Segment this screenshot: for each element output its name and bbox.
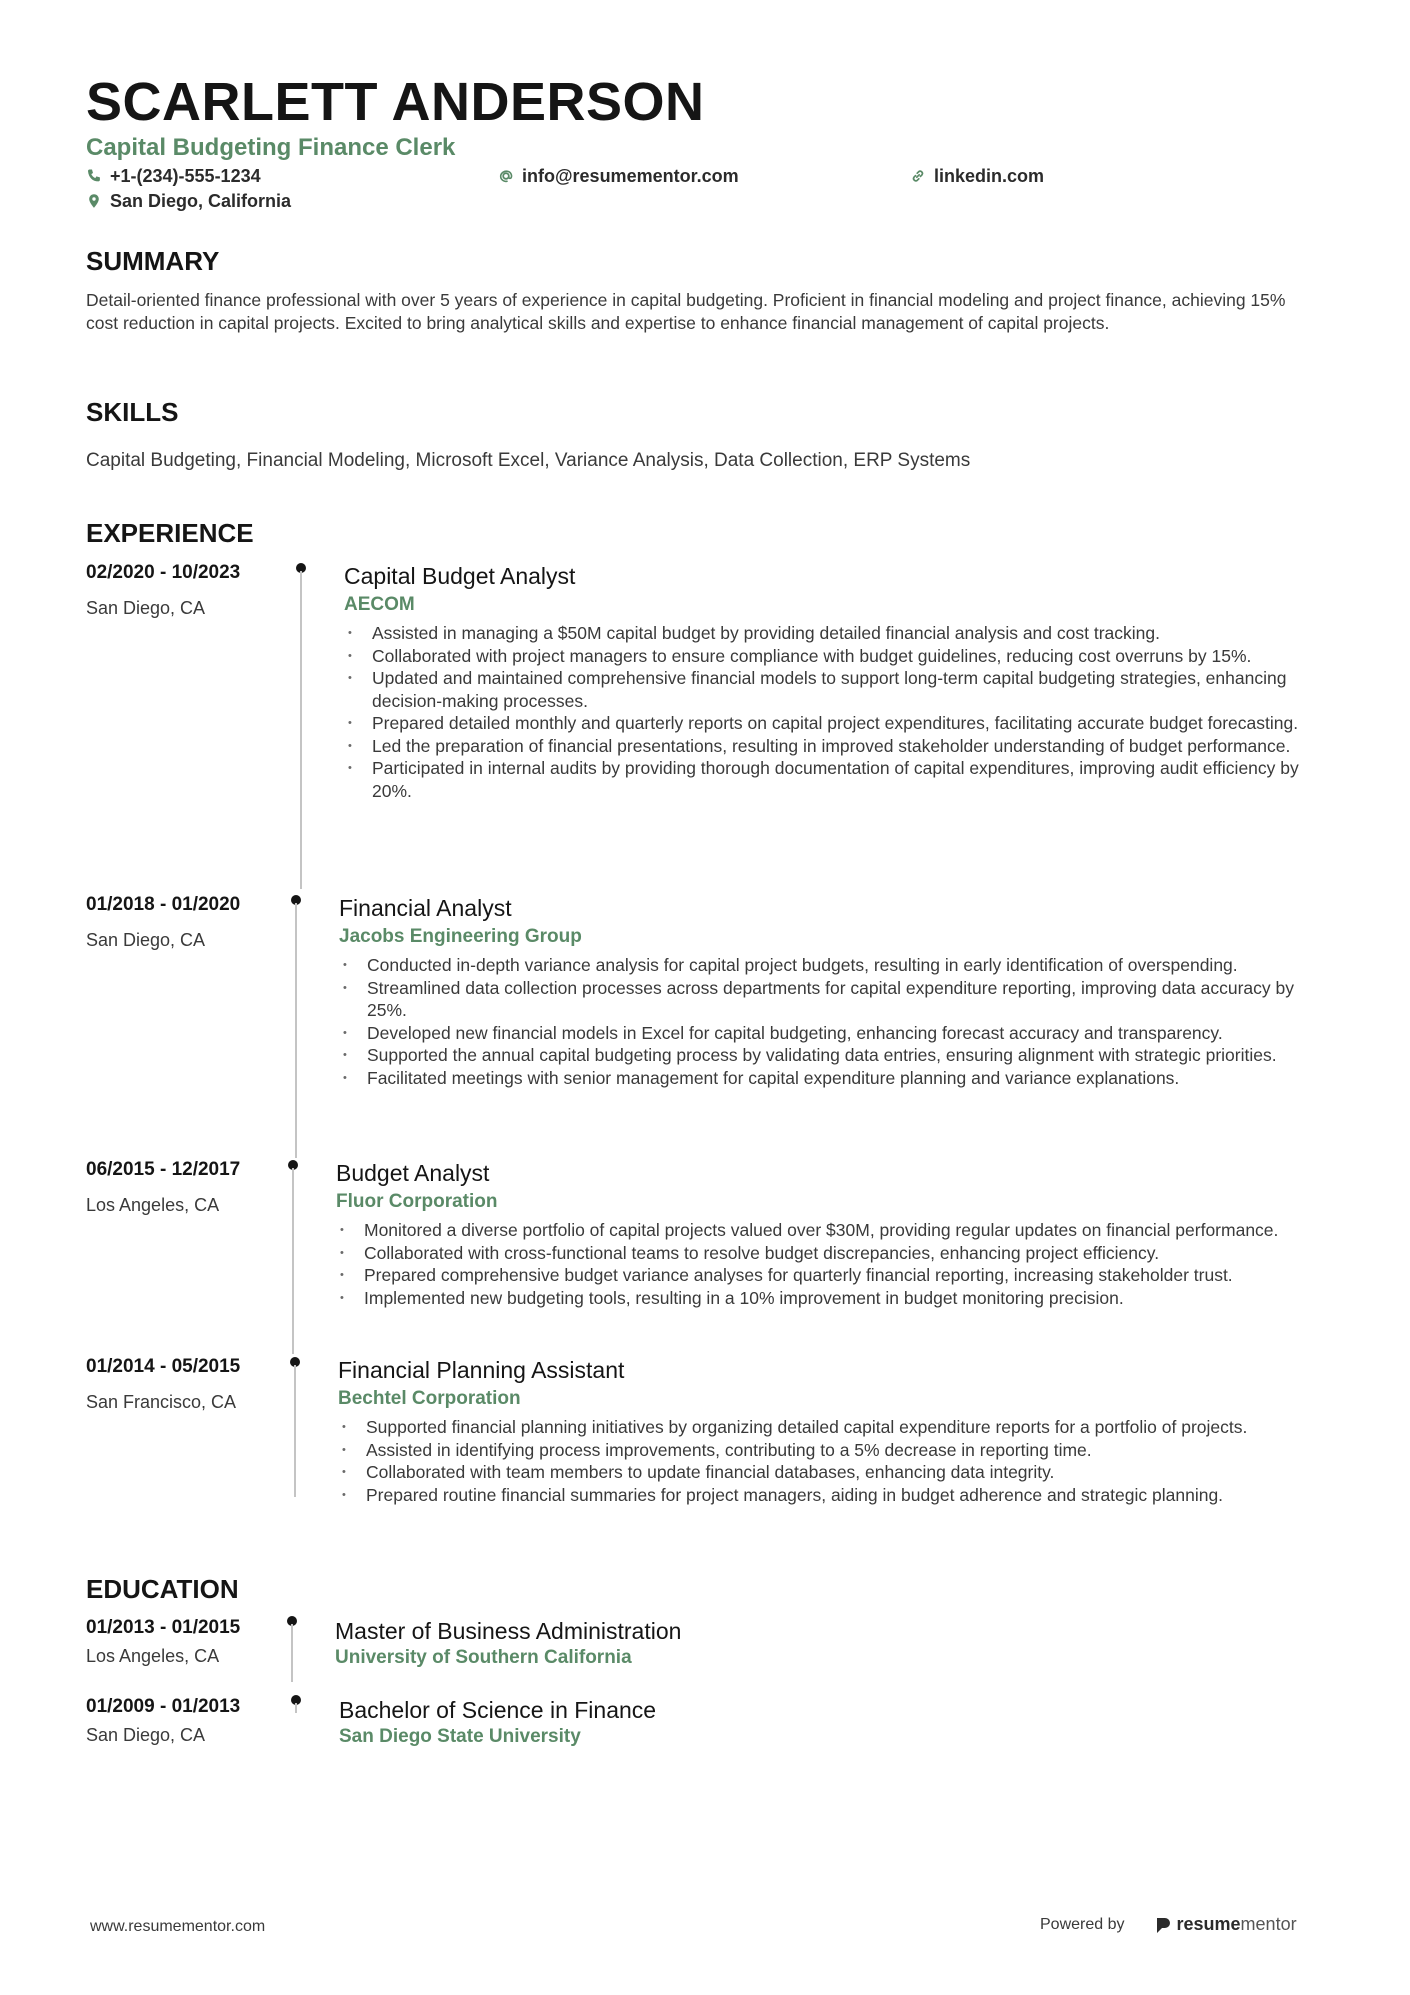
timeline-line xyxy=(294,1365,296,1497)
job-title: Capital Budget Analyst xyxy=(344,563,576,589)
job-title: Budget Analyst xyxy=(336,1160,490,1186)
job-location: Los Angeles, CA xyxy=(86,1195,220,1215)
list-item: • Prepared routine financial summaries for project managers, aiding in budget adherence and strategic planning. xyxy=(338,1484,1334,1507)
linkedin-contact xyxy=(910,164,1044,188)
education-heading: EDUCATION xyxy=(86,1574,239,1604)
company-name: Bechtel Corporation xyxy=(338,1388,521,1409)
powered-by-label: Powered by xyxy=(1040,1915,1125,1933)
email-text[interactable]: info@resumementor.com xyxy=(522,166,739,186)
timeline-line xyxy=(295,903,297,1158)
list-item: • Led the preparation of financial presentations, resulting in improved stakeholder understanding of budget performance. xyxy=(344,735,1334,758)
list-item: • Prepared detailed monthly and quarterly reports on capital project expenditures, facilitating accurate budget forecasting. xyxy=(344,712,1334,735)
list-item: • Assisted in identifying process improvements, contributing to a 5% decrease in reporting time. xyxy=(338,1439,1334,1462)
list-item: • Streamlined data collection processes across departments for capital expenditure reporting, improving data accuracy by 25%. xyxy=(339,977,1334,1022)
list-item: • Prepared comprehensive budget variance analyses for quarterly financial reporting, increasing stakeholder trust. xyxy=(336,1264,1334,1287)
phone-contact xyxy=(86,164,261,188)
school-name: San Diego State University xyxy=(339,1726,581,1747)
brand-name-bold: resume xyxy=(1176,1914,1241,1934)
phone-icon xyxy=(86,168,102,184)
experience-entry xyxy=(86,893,1331,1158)
at-sign-icon xyxy=(498,168,514,184)
skills-heading: SKILLS xyxy=(86,397,179,427)
job-location: San Diego, CA xyxy=(86,598,206,618)
degree-title: Bachelor of Science in Finance xyxy=(339,1697,657,1723)
experience-entry xyxy=(86,561,1331,891)
company-name: AECOM xyxy=(344,594,415,615)
education-location: Los Angeles, CA xyxy=(86,1646,220,1666)
list-item: • Assisted in managing a $50M capital budget by providing detailed financial analysis and cost tracking. xyxy=(344,622,1334,645)
job-dates: 06/2015 - 12/2017 xyxy=(86,1159,241,1180)
job-title: Financial Planning Assistant xyxy=(338,1357,625,1383)
job-bullets xyxy=(336,1219,1334,1309)
list-item: • Implemented new budgeting tools, resulting in a 10% improvement in budget monitoring precision. xyxy=(336,1287,1334,1310)
degree-title: Master of Business Administration xyxy=(335,1618,682,1644)
candidate-role: Capital Budgeting Finance Clerk xyxy=(86,134,456,161)
list-item: • Collaborated with cross-functional teams to resolve budget discrepancies, enhancing project efficiency. xyxy=(336,1242,1334,1265)
location-pin-icon xyxy=(86,193,102,209)
list-item: • Participated in internal audits by providing thorough documentation of capital expenditures, improving audit efficiency by 20%. xyxy=(344,757,1334,802)
school-name: University of Southern California xyxy=(335,1647,632,1668)
link-icon xyxy=(910,168,926,184)
job-bullets xyxy=(339,954,1334,1089)
job-bullets xyxy=(344,622,1334,802)
education-entry xyxy=(86,1695,1331,1755)
list-item: • Collaborated with project managers to ensure compliance with budget guidelines, reducing cost overruns by 15%. xyxy=(344,645,1334,668)
job-dates: 01/2018 - 01/2020 xyxy=(86,894,241,915)
list-item: • Supported the annual capital budgeting process by validating data entries, ensuring alignment with strategic priorities. xyxy=(339,1044,1334,1067)
job-dates: 01/2014 - 05/2015 xyxy=(86,1356,241,1377)
location-contact xyxy=(86,189,291,213)
list-item: • Conducted in-depth variance analysis for capital project budgets, resulting in early identification of overspending. xyxy=(339,954,1334,977)
list-item: • Developed new financial models in Excel for capital budgeting, enhancing forecast accuracy and transparency. xyxy=(339,1022,1334,1045)
summary-text: Detail-oriented finance professional with over 5 years of experience in capital budgeting. Proficient in financial modeling and project finance, achieving 15% cost reduction in capital projects. Excited to bring analytical skills and expertise to enhance financial management of capital projects. xyxy=(86,290,1286,333)
education-content xyxy=(339,1695,1239,1749)
job-content xyxy=(338,1355,1334,1506)
candidate-name: SCARLETT ANDERSON xyxy=(86,72,705,132)
location-text: San Diego, California xyxy=(110,191,292,211)
job-location: San Francisco, CA xyxy=(86,1392,237,1412)
list-item: • Facilitated meetings with senior management for capital expenditure planning and variance explanations. xyxy=(339,1067,1334,1090)
education-entry xyxy=(86,1616,1331,1684)
job-dates: 02/2020 - 10/2023 xyxy=(86,562,241,583)
job-content xyxy=(339,893,1334,1089)
footer-branding xyxy=(1040,1914,1297,1935)
brand-logo[interactable] xyxy=(1155,1914,1297,1935)
timeline-line xyxy=(300,571,302,889)
experience-heading: EXPERIENCE xyxy=(86,518,254,548)
timeline-line xyxy=(295,1703,297,1713)
job-content xyxy=(336,1158,1334,1309)
education-location: San Diego, CA xyxy=(86,1725,206,1745)
footer-website[interactable]: www.resumementor.com xyxy=(90,1918,266,1935)
company-name: Fluor Corporation xyxy=(336,1191,498,1212)
job-bullets xyxy=(338,1416,1334,1506)
skills-text: Capital Budgeting, Financial Modeling, Microsoft Excel, Variance Analysis, Data Collection, ERP Systems xyxy=(86,450,971,471)
email-contact xyxy=(498,164,739,188)
education-dates: 01/2013 - 01/2015 xyxy=(86,1617,241,1638)
education-dates: 01/2009 - 01/2013 xyxy=(86,1696,241,1717)
job-location: San Diego, CA xyxy=(86,930,206,950)
phone-text[interactable]: +1-(234)-555-1234 xyxy=(110,166,261,186)
job-content xyxy=(344,561,1334,802)
brand-name-light: mentor xyxy=(1240,1914,1297,1934)
education-content xyxy=(335,1616,1235,1670)
timeline-line xyxy=(291,1624,293,1682)
summary-heading: SUMMARY xyxy=(86,246,220,276)
brand-mark-icon xyxy=(1155,1916,1171,1934)
list-item: • Updated and maintained comprehensive financial models to support long-term capital budgeting strategies, enhancing decision-making processes. xyxy=(344,667,1334,712)
list-item: • Supported financial planning initiatives by organizing detailed capital expenditure reports for a portfolio of projects. xyxy=(338,1416,1334,1439)
linkedin-text[interactable]: linkedin.com xyxy=(934,166,1045,186)
company-name: Jacobs Engineering Group xyxy=(339,926,582,947)
job-title: Financial Analyst xyxy=(339,895,512,921)
experience-entry xyxy=(86,1158,1331,1354)
list-item: • Monitored a diverse portfolio of capital projects valued over $30M, providing regular updates on financial performance. xyxy=(336,1219,1334,1242)
timeline-line xyxy=(292,1168,294,1354)
experience-entry xyxy=(86,1355,1331,1505)
list-item: • Collaborated with team members to update financial databases, enhancing data integrity. xyxy=(338,1461,1334,1484)
